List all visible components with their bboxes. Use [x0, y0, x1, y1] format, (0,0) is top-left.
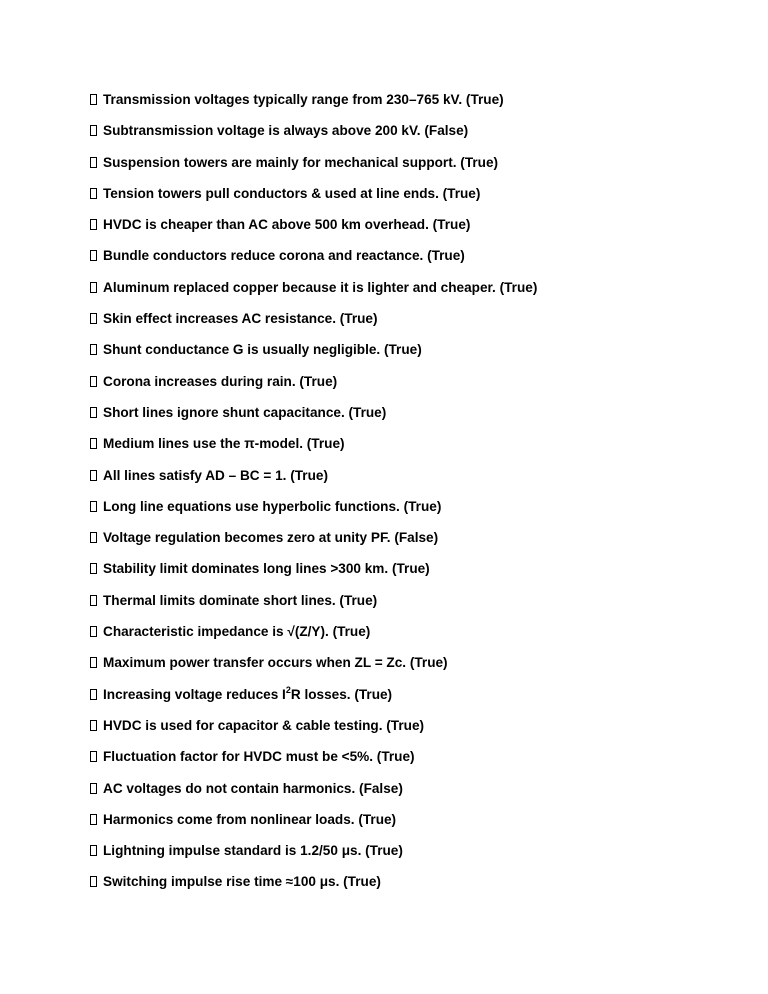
missing-glyph-box-icon [90, 532, 97, 543]
list-item [90, 466, 730, 497]
statement-text: Voltage regulation becomes zero at unity PF. (False) [103, 530, 439, 546]
list-item [90, 872, 730, 903]
list-item [90, 716, 730, 747]
statement-text: Maximum power transfer occurs when ZL = Zc. (True) [103, 655, 448, 671]
missing-glyph-box-icon [90, 783, 97, 794]
missing-glyph-box-icon [90, 689, 97, 700]
list-item [90, 685, 730, 716]
list-item [90, 747, 730, 778]
list-item [90, 372, 730, 403]
missing-glyph-box-icon [90, 157, 97, 168]
statement-text: AC voltages do not contain harmonics. (False) [103, 780, 403, 796]
missing-glyph-box-icon [90, 563, 97, 574]
missing-glyph-box-icon [90, 751, 97, 762]
missing-glyph-box-icon [90, 470, 97, 481]
statement-text: Thermal limits dominate short lines. (True) [103, 592, 378, 608]
statement-text-after: R losses. (True) [290, 686, 393, 702]
list-item [90, 497, 730, 528]
statement-text: Skin effect increases AC resistance. (True) [103, 311, 378, 327]
statement-text: Suspension towers are mainly for mechanical support. (True) [103, 154, 499, 170]
list-item [90, 153, 730, 184]
list-item [90, 653, 730, 684]
statement-text: Shunt conductance G is usually negligible. (True) [103, 342, 422, 358]
list-item [90, 90, 730, 121]
missing-glyph-box-icon [90, 125, 97, 136]
missing-glyph-box-icon [90, 720, 97, 731]
list-item [90, 622, 730, 653]
list-item [90, 528, 730, 559]
list-item [90, 184, 730, 215]
list-item [90, 403, 730, 434]
missing-glyph-box-icon [90, 344, 97, 355]
missing-glyph-box-icon [90, 250, 97, 261]
list-item [90, 591, 730, 622]
missing-glyph-box-icon [90, 438, 97, 449]
missing-glyph-box-icon [90, 657, 97, 668]
superscript-exponent: 2 [285, 684, 291, 695]
statement-text: Lightning impulse standard is 1.2/50 μs. (True) [103, 843, 403, 859]
statement-text: Medium lines use the π-model. (True) [103, 436, 345, 452]
statement-text: Transmission voltages typically range from 230–765 kV. (True) [103, 92, 504, 107]
statement-text: Switching impulse rise time ≈100 μs. (True) [103, 874, 381, 890]
statement-text: Stability limit dominates long lines >300 km. (True) [103, 561, 430, 577]
statement-text: Aluminum replaced copper because it is lighter and cheaper. (True) [103, 279, 538, 295]
missing-glyph-box-icon [90, 313, 97, 324]
statement-text-before: Increasing voltage reduces I [103, 686, 286, 702]
statement-text: Long line equations use hyperbolic functions. (True) [103, 498, 442, 514]
statement-text [103, 685, 392, 705]
list-item [90, 278, 730, 309]
missing-glyph-box-icon [90, 407, 97, 418]
list-item [90, 340, 730, 371]
missing-glyph-box-icon [90, 626, 97, 637]
missing-glyph-box-icon [90, 282, 97, 293]
list-item [90, 779, 730, 810]
missing-glyph-box-icon [90, 814, 97, 825]
missing-glyph-box-icon [90, 376, 97, 387]
list-item [90, 559, 730, 590]
list-item [90, 309, 730, 340]
statement-text: HVDC is used for capacitor & cable testing. (True) [103, 717, 425, 733]
statement-text: Short lines ignore shunt capacitance. (True) [103, 404, 387, 420]
statement-list [90, 90, 730, 904]
missing-glyph-box-icon [90, 595, 97, 606]
list-item [90, 246, 730, 277]
missing-glyph-box-icon [90, 876, 97, 887]
statement-text: Corona increases during rain. (True) [103, 373, 338, 389]
statement-text: Harmonics come from nonlinear loads. (True) [103, 811, 397, 827]
missing-glyph-box-icon [90, 845, 97, 856]
statement-text: HVDC is cheaper than AC above 500 km overhead. (True) [103, 217, 471, 233]
missing-glyph-box-icon [90, 94, 97, 105]
statement-text: Tension towers pull conductors & used at line ends. (True) [103, 185, 481, 201]
statement-text: Subtransmission voltage is always above 200 kV. (False) [103, 123, 469, 139]
statement-text: Bundle conductors reduce corona and reactance. (True) [103, 248, 465, 264]
statement-text: All lines satisfy AD – BC = 1. (True) [103, 467, 328, 483]
list-item [90, 841, 730, 872]
list-item [90, 434, 730, 465]
list-item [90, 121, 730, 152]
list-item [90, 810, 730, 841]
statement-text: Fluctuation factor for HVDC must be <5%. (True) [103, 749, 415, 765]
statement-text: Characteristic impedance is √(Z/Y). (True) [103, 624, 371, 640]
missing-glyph-box-icon [90, 501, 97, 512]
missing-glyph-box-icon [90, 219, 97, 230]
list-item [90, 215, 730, 246]
missing-glyph-box-icon [90, 188, 97, 199]
